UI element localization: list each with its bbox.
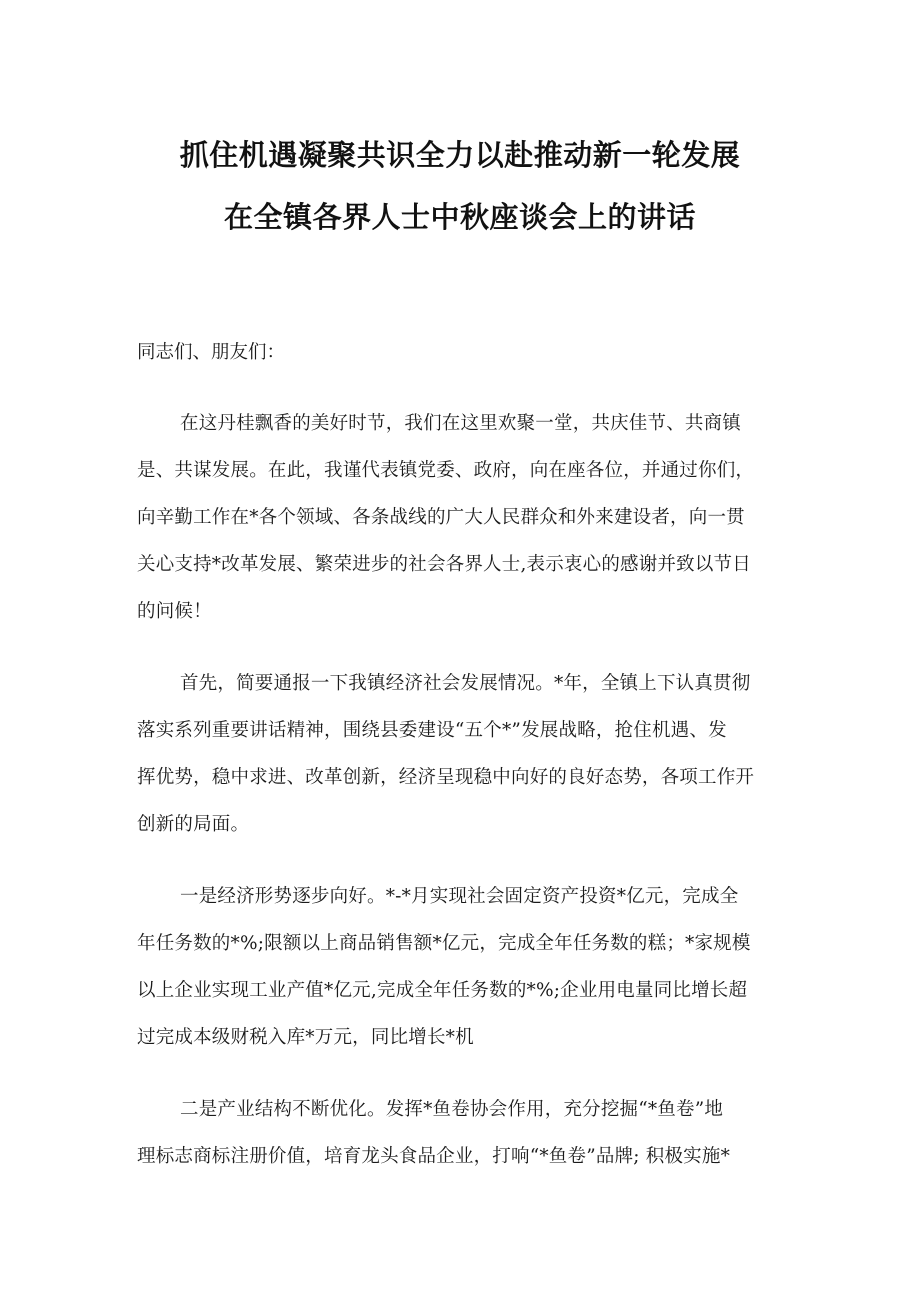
paragraph-2-line-3: 挥优势，稳中求进、改革创新，经济呈现稳中向好的良好态势，各项工作开 bbox=[137, 767, 755, 788]
paragraph-1-line-3: 向辛勤工作在*各个领域、各条战线的广大人民群众和外来建设者，向一贯 bbox=[137, 507, 745, 528]
document-title-line-1: 抓住机遇凝聚共识全力以赴推动新一轮发展 bbox=[179, 138, 741, 172]
paragraph-1-line-2: 是、共谋发展。在此，我谨代表镇党委、政府，向在座各位，并通过你们， bbox=[137, 460, 755, 481]
paragraph-3-line-2: 年任务数的*%;限额以上商品销售额*亿元，完成全年任务数的糕；*家规模 bbox=[137, 933, 751, 954]
paragraph-3-line-4: 过完成本级财税入库*万元，同比增长*机 bbox=[137, 1027, 474, 1048]
paragraph-1-line-1: 在这丹桂飘香的美好时节，我们在这里欢聚一堂，共庆佳节、共商镇 bbox=[180, 413, 742, 434]
paragraph-3-line-1: 一是经济形势逐步向好。*-*月实现社会固定资产投资*亿元，完成全 bbox=[180, 886, 739, 907]
paragraph-2-line-4: 创新的局面。 bbox=[137, 814, 250, 835]
salutation: 同志们、朋友们： bbox=[137, 342, 286, 363]
paragraph-2-line-1: 首先，简要通报一下我镇经济社会发展情况。*年，全镇上下认真贯彻 bbox=[180, 673, 751, 694]
paragraph-4-line-2: 理标志商标注册价值，培育龙头食品企业，打响“*鱼卷”品牌; 积极实施* bbox=[137, 1146, 731, 1167]
document-title-line-2: 在全镇各界人士中秋座谈会上的讲话 bbox=[223, 200, 696, 234]
paragraph-3-line-3: 以上企业实现工业产值*亿元,完成全年任务数的*%;企业用电量同比增长超 bbox=[137, 980, 748, 1001]
paragraph-4-line-1: 二是产业结构不断优化。发挥*鱼卷协会作用，充分挖掘“*鱼卷”地 bbox=[180, 1099, 724, 1120]
paragraph-1-line-4: 关心支持*改革发展、繁荣进步的社会各界人士,表示衷心的感谢并致以节日 bbox=[137, 554, 751, 575]
paragraph-1-line-5: 的问候！ bbox=[137, 601, 212, 622]
paragraph-2-line-2: 落实系列重要讲话精神，围绕县委建设“五个*”发展战略，抢住机遇、发 bbox=[137, 720, 727, 741]
